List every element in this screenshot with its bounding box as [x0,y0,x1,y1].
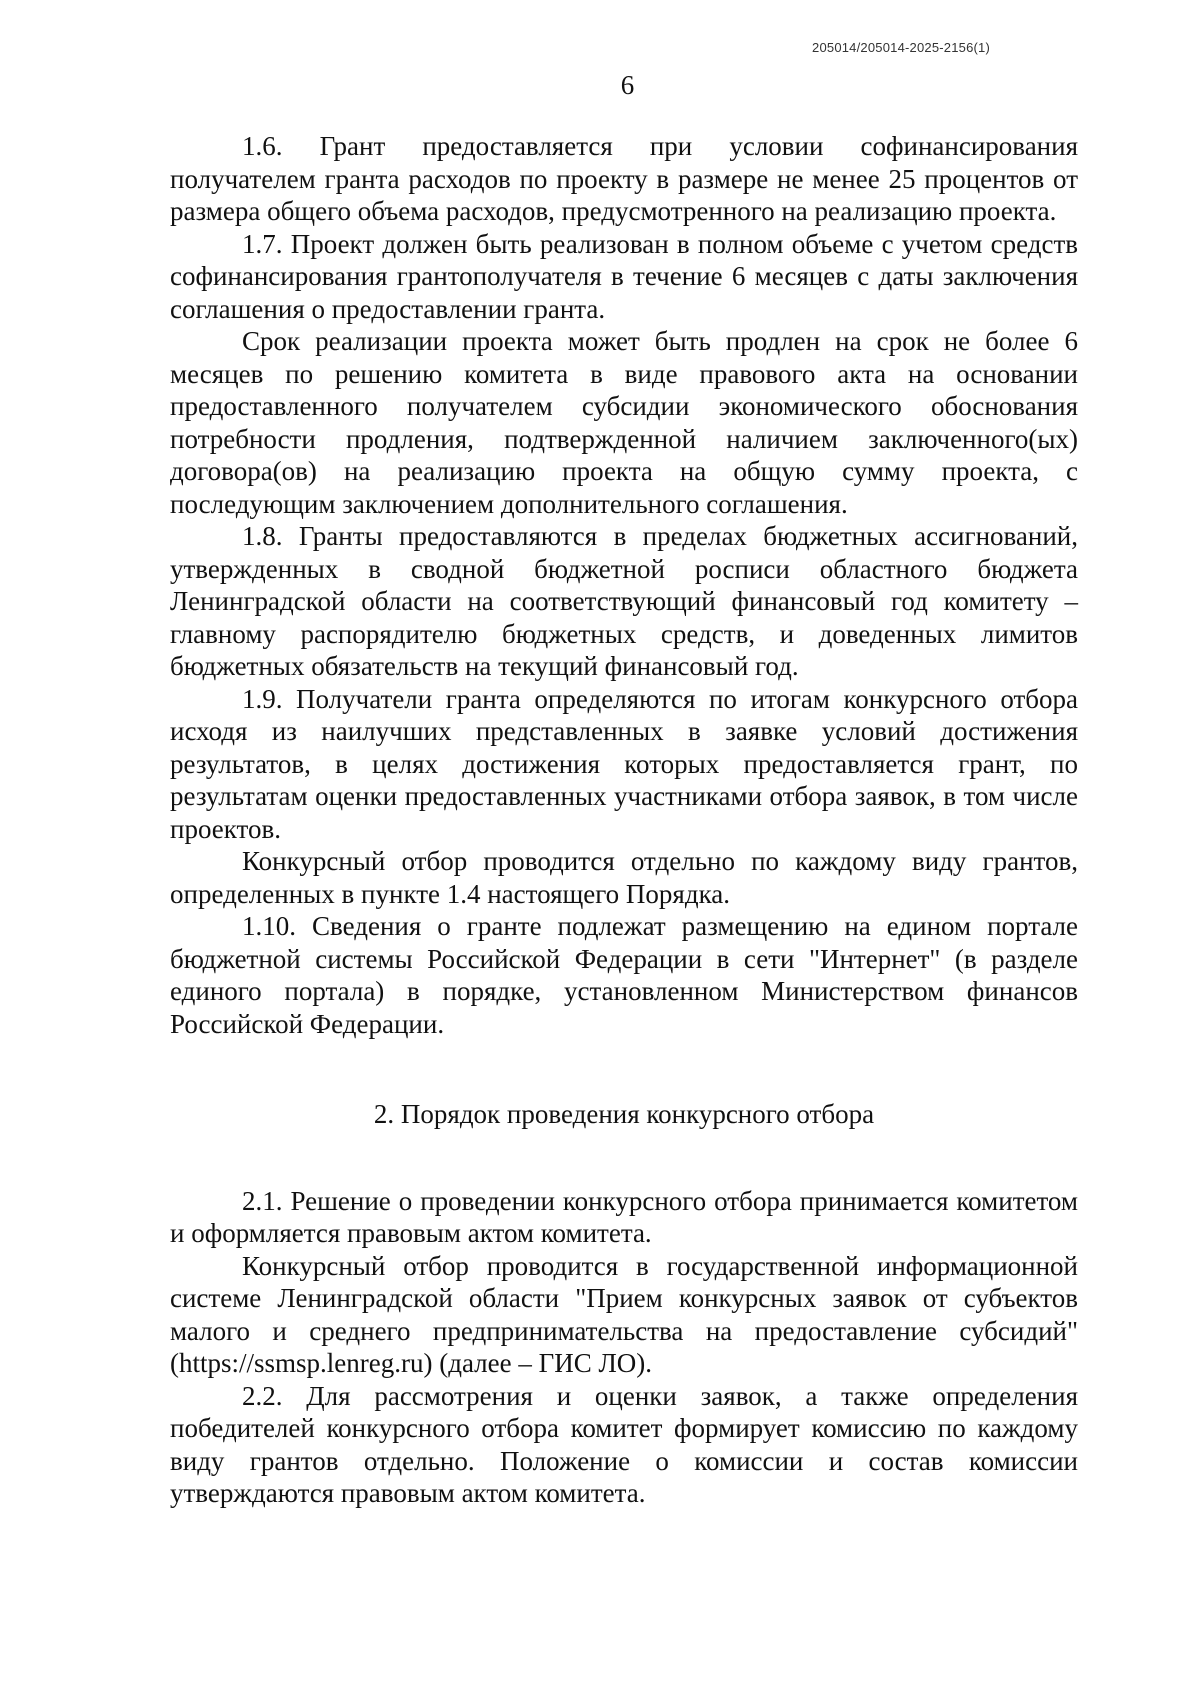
paragraph-1-10: 1.10. Сведения о гранте подлежат размещению на едином портале бюджетной системы Российской Федерации в сети "Интернет" (в разделе единого портала) в порядке, установленном Министерством финансов Российской Федерации. [170,911,1078,1039]
paragraph-1-9: 1.9. Получатели гранта определяются по итогам конкурсного отбора исходя из наилучших представленных в заявке условий достижения результатов, в целях достижения которых предоставляется грант, по результатам оценки предоставленных участниками отбора заявок, в том числе проектов. [170,683,1078,844]
paragraph-2-2: 2.2. Для рассмотрения и оценки заявок, а также определения победителей конкурсного отбора комитет формирует комиссию по каждому виду грантов отдельно. Положение о комиссии и состав комиссии утверждаются правовым актом комитета. [170,1380,1078,1508]
document-body [170,130,1078,1510]
paragraph-1-6: 1.6. Грант предоставляется при условии софинансирования получателем гранта расходов по проекту в размере не менее 25 процентов от размера общего объема расходов, предусмотренного на реализацию проекта. [170,131,1078,226]
section-heading-2: 2. Порядок проведения конкурсного отбора [373,1099,875,1129]
paragraph-2-1: 2.1. Решение о проведении конкурсного отбора принимается комитетом и оформляется правовым актом комитета. [170,1185,1078,1248]
paragraph-gis-lo: Конкурсный отбор проводится в государственной информационной системе Ленинградской области "Прием конкурсных заявок от субъектов малого и среднего предпринимательства на предоставление субсидий" (https://ssmsp.lenreg.ru) (далее – ГИС ЛО). [170,1250,1078,1378]
page-number: 6 [620,70,635,100]
paragraph-selection-by-type: Конкурсный отбор проводится отдельно по каждому виду грантов, определенных в пункте 1.4 настоящего Порядка. [170,846,1078,909]
paragraph-extension-term: Срок реализации проекта может быть продлен на срок не более 6 месяцев по решению комитета в виде правового акта на основании предоставленного получателем субсидии экономического обоснования потребности продления, подтвержденной наличием заключенного(ых) договора(ов) на реализацию проекта на общую сумму проекта, с последующим заключением дополнительного соглашения. [170,326,1078,519]
document-id: 205014/205014-2025-2156(1) [812,40,990,55]
paragraph-1-7: 1.7. Проект должен быть реализован в полном объеме с учетом средств софинансирования грантополучателя в течение 6 месяцев с даты заключения соглашения о предоставлении гранта. [170,228,1078,324]
paragraph-1-8: 1.8. Гранты предоставляются в пределах бюджетных ассигнований, утвержденных в сводной бюджетной росписи областного бюджета Ленинградской области на соответствующий финансовый год комитету – главному распорядителю бюджетных средств, и доведенных лимитов бюджетных обязательств на текущий финансовый год. [170,521,1078,681]
